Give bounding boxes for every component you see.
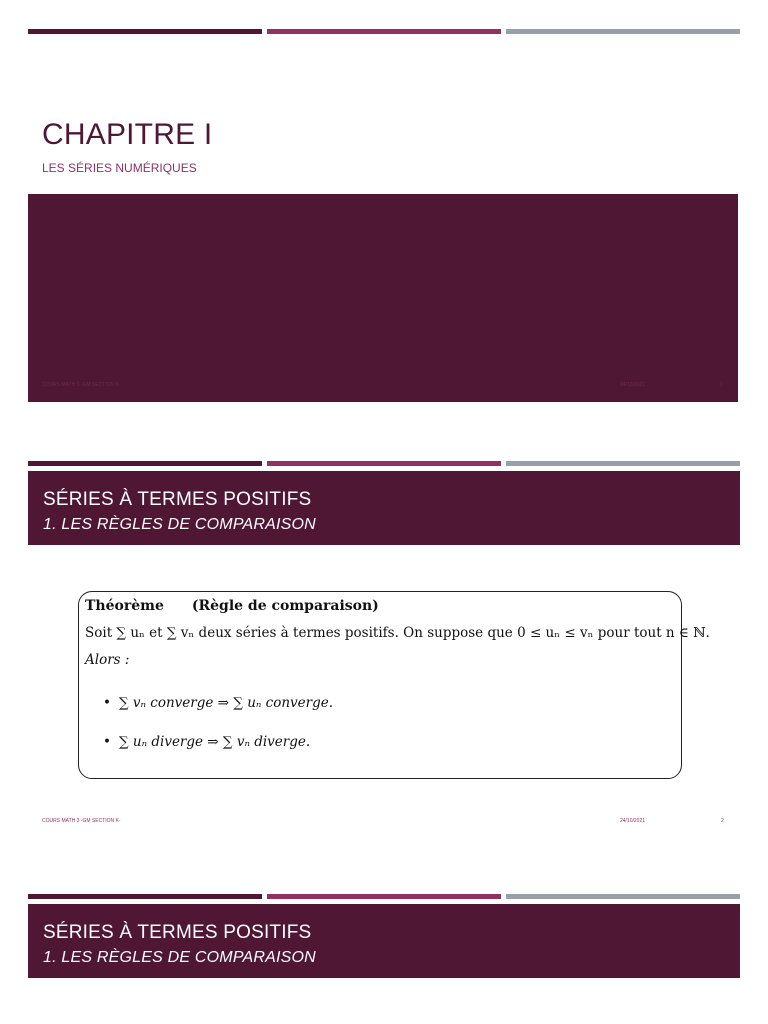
accent-bar-dark	[28, 461, 262, 466]
chapter-subtitle: LES SÉRIES NUMÉRIQUES	[42, 161, 197, 175]
footer-page-number: 1	[720, 382, 723, 388]
bullet-icon: •	[103, 695, 111, 711]
slide-title: SÉRIES À TERMES POSITIFS	[43, 922, 312, 943]
accent-bar-dark	[28, 29, 262, 34]
bullet-text: ∑ uₙ diverge ⇒ ∑ vₙ diverge.	[118, 734, 311, 750]
top-accent-bars	[28, 461, 740, 466]
slide-header	[28, 471, 740, 545]
accent-bar-magenta	[267, 894, 501, 899]
accent-bar-magenta	[267, 461, 501, 466]
slide-subtitle: 1. LES RÈGLES DE COMPARAISON	[43, 516, 316, 533]
accent-bar-gray	[506, 461, 740, 466]
theorem-then: Alors :	[85, 652, 130, 668]
slide-1	[0, 0, 768, 420]
top-accent-bars	[28, 894, 740, 899]
accent-bar-dark	[28, 894, 262, 899]
slide-2	[0, 430, 768, 850]
bullet-text: ∑ vₙ converge ⇒ ∑ uₙ converge.	[118, 695, 334, 711]
footer-course: COURS MATH 3 -GM SECTION K-	[42, 818, 121, 824]
accent-bar-gray	[506, 894, 740, 899]
accent-bar-magenta	[267, 29, 501, 34]
slide-3	[0, 860, 768, 1024]
bullet-icon: •	[103, 734, 111, 750]
slide-subtitle: 1. LES RÈGLES DE COMPARAISON	[43, 949, 316, 966]
theorem-label: Théorème	[85, 598, 164, 614]
theorem-box	[78, 591, 710, 779]
theorem-heading	[85, 598, 379, 614]
footer-date: 24/10/2021	[620, 818, 646, 824]
slide-title: SÉRIES À TERMES POSITIFS	[43, 489, 312, 510]
footer-date: 24/10/2021	[620, 382, 646, 388]
accent-bar-gray	[506, 29, 740, 34]
footer-page-number: 2	[721, 818, 724, 824]
title-banner	[28, 194, 738, 402]
theorem-statement: Soit ∑ uₙ et ∑ vₙ deux séries à termes positifs. On suppose que 0 ≤ uₙ ≤ vₙ pour tout n ∈ ℕ.	[85, 625, 710, 641]
chapter-title: CHAPITRE I	[42, 118, 213, 151]
footer-course: COURS MATH 3 -GM SECTION K-	[42, 382, 121, 388]
theorem-name: (Règle de comparaison)	[191, 598, 379, 614]
slide-header	[28, 904, 740, 978]
top-accent-bars	[28, 29, 740, 34]
theorem-bullet	[103, 695, 333, 711]
theorem-bullet	[103, 734, 310, 750]
